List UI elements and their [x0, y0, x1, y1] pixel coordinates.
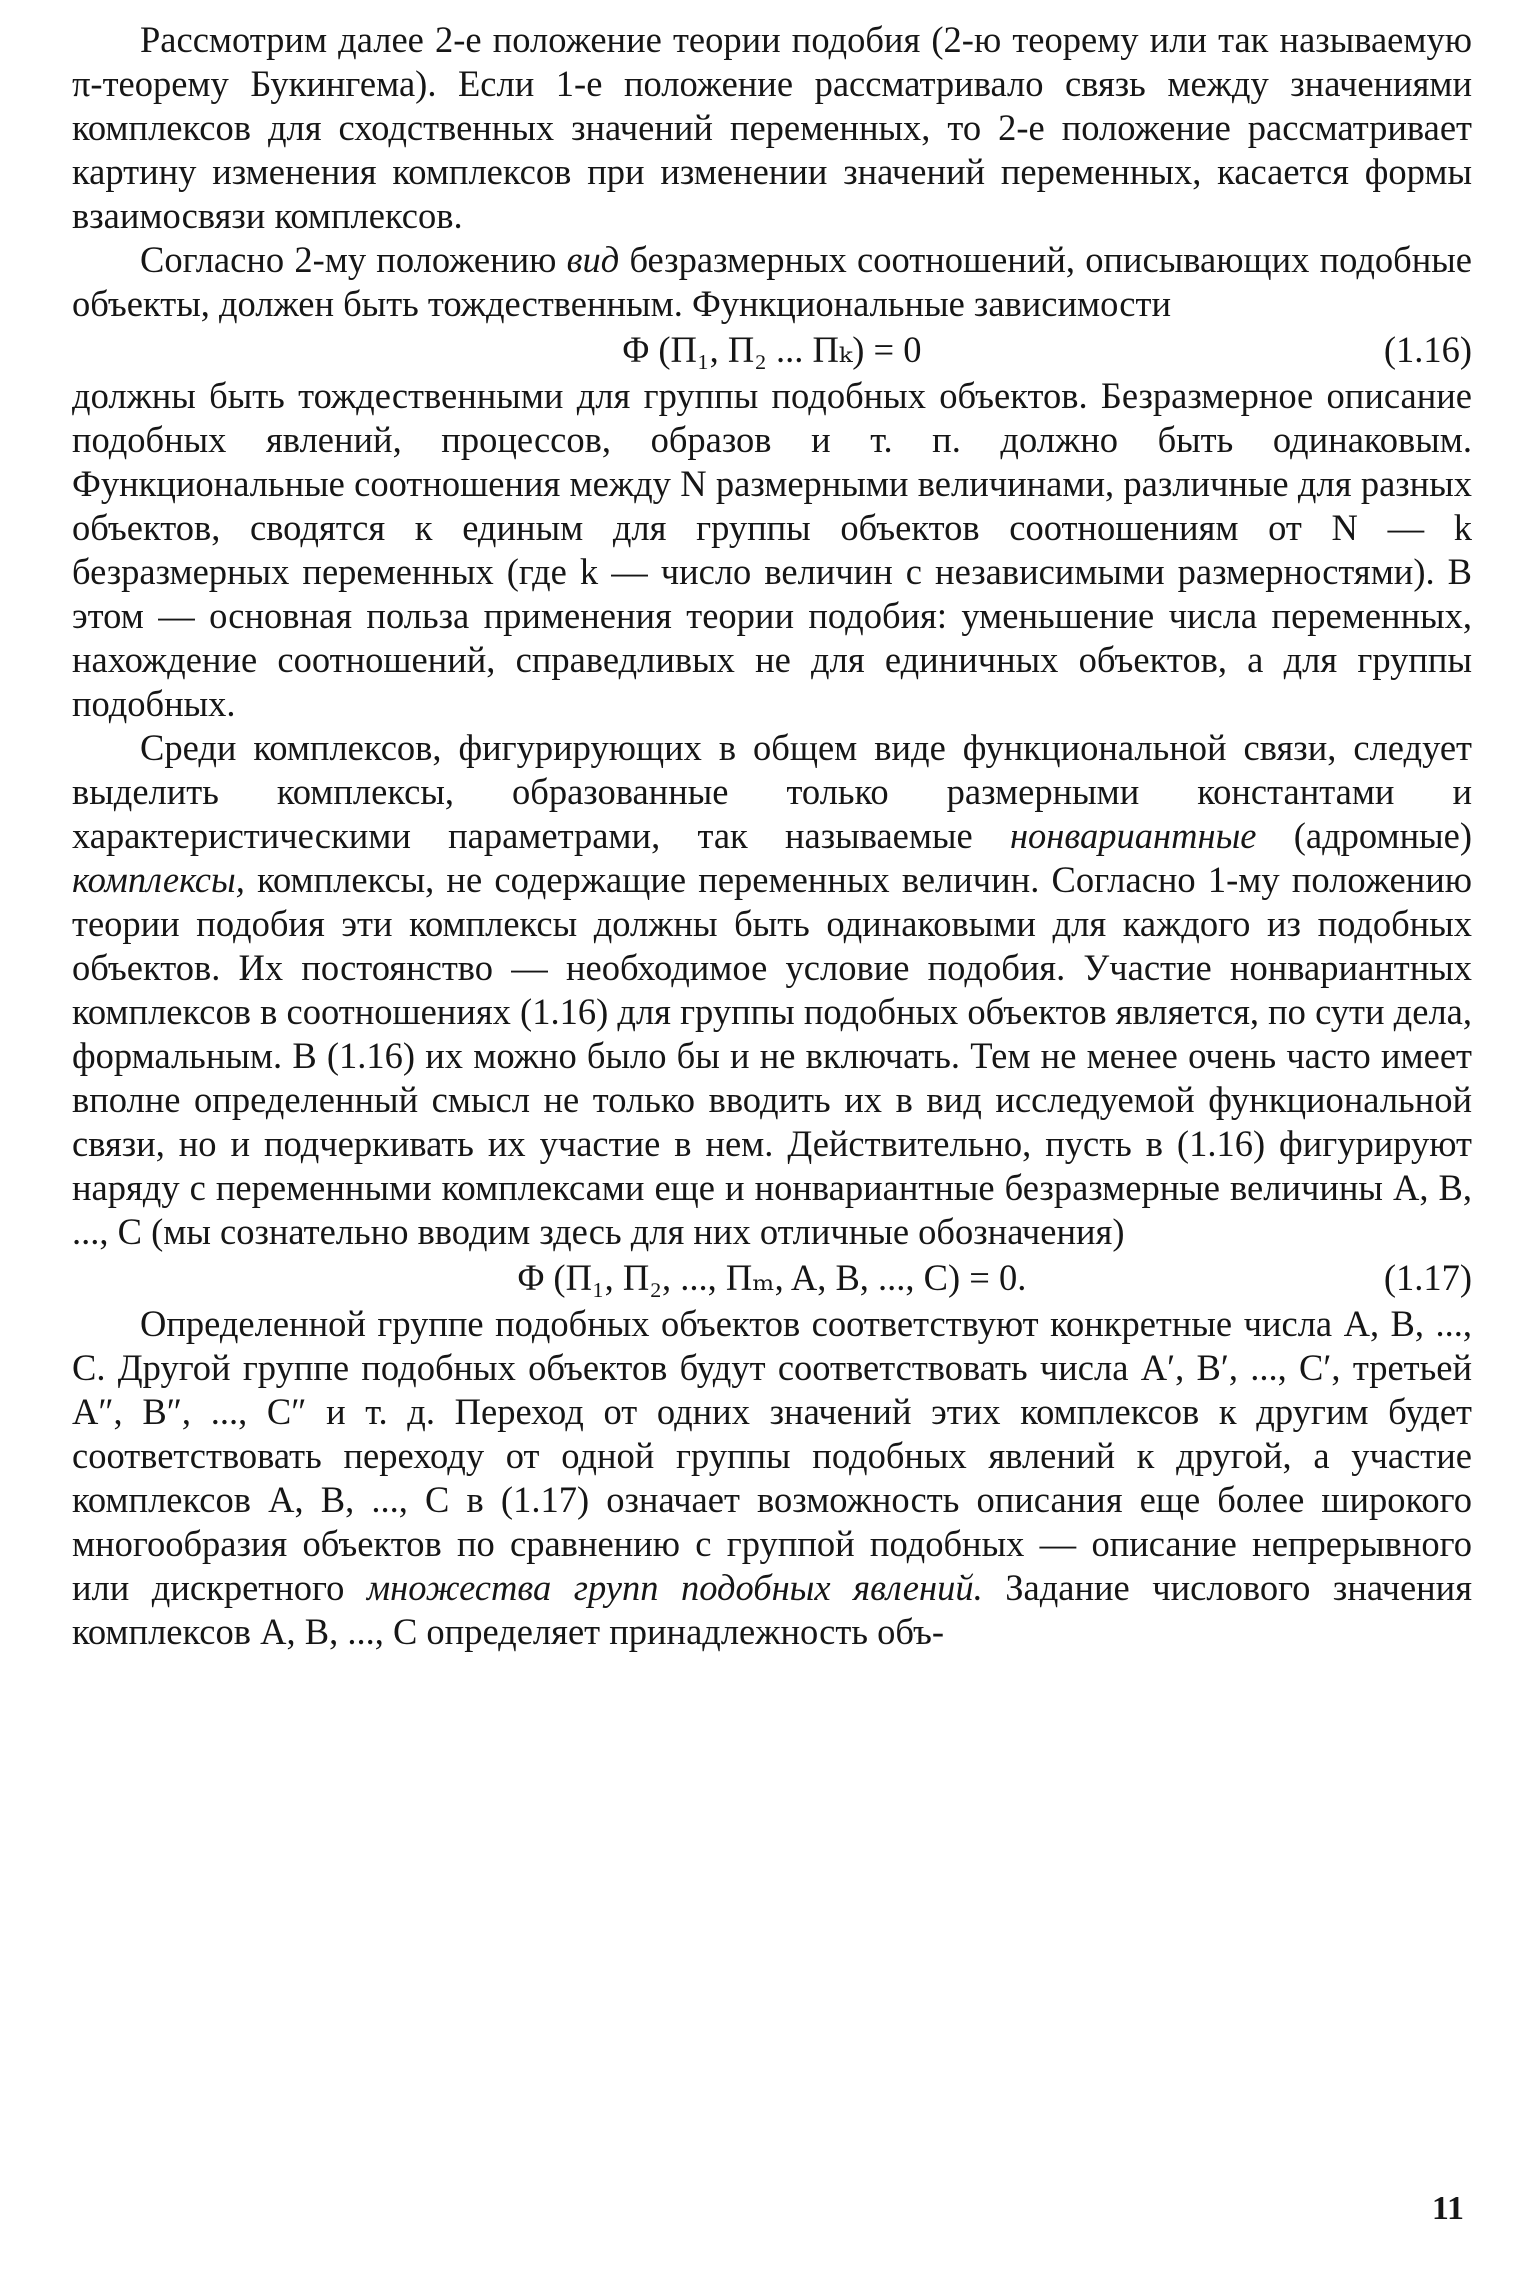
equation-number: (1.17): [1383, 1257, 1472, 1298]
paragraph-5: Определенной группе подобных объектов соответствуют конкретные числа A, B, ..., C. Другой группе подобных объектов будут соответствовать числа A′, B′, ..., C′, третьей A″, B″, ..., C″ и т. д. Переход от одних значений этих комплексов к другим будет соответствовать переходу от одной группы подобных явлений к другой, а участие комплексов A, B, ..., C в (1.17) означает возможность описания еще более широкого многообразия объектов по сравнению с группой подобных — описание непрерывного или дискретного множества групп подобных явлений. Задание числового значения комплексов A, B, ..., C определяет принадлежность объ-: [72, 1303, 1473, 1652]
equation-formula: Φ (Π₁, Π₂, ..., Πₘ, A, B, ..., C) = 0.: [517, 1257, 1027, 1298]
paragraph-4: Среди комплексов, фигурирующих в общем виде функциональной связи, следует выделить комплексы, образованные только размерными константами и характеристическими параметрами, так называемые нонвариантные (адромные) комплексы, комплексы, не содержащие переменных величин. Согласно 1-му положению теории подобия эти комплексы должны быть одинаковыми для каждого из подобных объектов. Их постоянство — необходимое условие подобия. Участие нонвариантных комплексов в соотношениях (1.16) для группы подобных объектов является, по сути дела, формальным. В (1.16) их можно было бы и не включать. Тем не менее очень часто имеет вполне определенный смысл не только вводить их в вид исследуемой функциональной связи, но и подчеркивать их участие в нем. Действительно, пусть в (1.16) фигурируют наряду с переменными комплексами еще и нонвариантные безразмерные величины A, B, ..., C (мы сознательно вводим здесь для них отличные обозначения): [72, 727, 1472, 1252]
paragraph-2: Согласно 2-му положению вид безразмерных соотношений, описывающих подобные объекты, должен быть тождественным. Функциональные зависимости: [72, 239, 1472, 324]
equation-1-16: [72, 326, 1472, 374]
paragraph-3: должны быть тождественными для группы подобных объектов. Безразмерное описание подобных явлений, процессов, образов и т. п. должно быть одинаковым. Функциональные соотношения между N размерными величинами, различные для разных объектов, сводятся к единым для группы объектов соотношениям от N — k безразмерных переменных (где k — число величин с независимыми размерностями). В этом — основная польза применения теории подобия: уменьшение числа переменных, нахождение соотношений, справедливых не для единичных объектов, а для группы подобных.: [72, 375, 1472, 724]
equation-1-17: [72, 1254, 1472, 1302]
equation-formula: Φ (Π₁, Π₂ ... Πₖ) = 0: [622, 329, 922, 370]
page-number: 11: [1431, 2190, 1464, 2227]
equation-number: (1.16): [1383, 329, 1472, 370]
body-text: [72, 18, 1472, 1654]
paragraph-1: Рассмотрим далее 2-е положение теории подобия (2-ю теорему или так называемую π-теорему Букингема). Если 1-е положение рассматривало связь между значениями комплексов для сходственных значений переменных, то 2-е положение рассматривает картину изменения комплексов при изменении значений переменных, касается формы взаимосвязи комплексов.: [72, 19, 1472, 236]
